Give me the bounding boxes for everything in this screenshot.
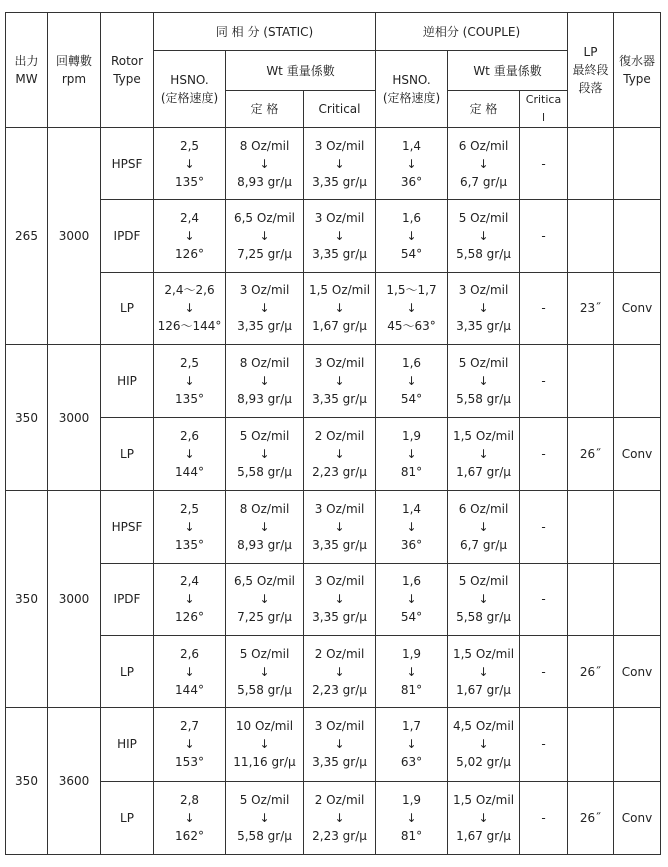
lp-last-stage-cell xyxy=(568,344,614,417)
value-top: 3 Oz/mil xyxy=(314,210,365,225)
condenser-type-cell xyxy=(614,200,661,272)
header-line: (定格速度) xyxy=(160,91,219,105)
table-row xyxy=(6,418,661,491)
rotor-type-cell: IPDF xyxy=(101,200,154,272)
couple-rated-cell xyxy=(448,418,520,491)
down-arrow-icon: ↓ xyxy=(334,228,345,243)
value-top: 2,4 xyxy=(179,210,200,225)
value-bottom: 2,23 gr/μ xyxy=(312,682,367,697)
value-bottom: 144° xyxy=(175,465,204,480)
value-top: 8 Oz/mil xyxy=(239,355,290,370)
static-rated-cell xyxy=(226,636,304,708)
down-arrow-icon: ↓ xyxy=(478,737,489,752)
value-bottom: 63° xyxy=(400,755,423,770)
value-bottom: 3,35 gr/μ xyxy=(456,319,511,334)
value-top: 2,8 xyxy=(179,792,200,807)
static-hsno-cell xyxy=(154,491,226,563)
condenser-type-cell: Conv xyxy=(614,272,661,344)
value-top: 3 Oz/mil xyxy=(314,574,365,589)
value-bottom: 5,58 gr/μ xyxy=(456,246,511,261)
value-top: 3 Oz/mil xyxy=(458,283,509,298)
down-arrow-icon: ↓ xyxy=(478,520,489,535)
couple-hsno-cell xyxy=(376,418,448,491)
header-line: rpm xyxy=(61,72,87,86)
value-top: 1,7 xyxy=(401,719,422,734)
rotor-type-cell: HIP xyxy=(101,344,154,417)
value-top: 2,5 xyxy=(179,138,200,153)
static-critical-cell xyxy=(304,491,376,563)
couple-hsno-cell xyxy=(376,272,448,344)
down-arrow-icon: ↓ xyxy=(184,156,195,171)
couple-hsno-cell xyxy=(376,563,448,635)
down-arrow-icon: ↓ xyxy=(259,156,270,171)
static-rated-cell xyxy=(226,200,304,272)
value-top: 4,5 Oz/mil xyxy=(452,719,515,734)
value-top: 5 Oz/mil xyxy=(239,646,290,661)
condenser-type-cell xyxy=(614,563,661,635)
down-arrow-icon: ↓ xyxy=(334,301,345,316)
speed-rpm-cell: 3000 xyxy=(48,344,101,491)
output-mw-cell: 350 xyxy=(6,708,48,855)
down-arrow-icon: ↓ xyxy=(406,301,417,316)
down-arrow-icon: ↓ xyxy=(334,737,345,752)
down-arrow-icon: ↓ xyxy=(478,156,489,171)
couple-critical-cell: - xyxy=(520,636,568,708)
down-arrow-icon: ↓ xyxy=(259,373,270,388)
couple-hsno-cell xyxy=(376,128,448,200)
couple-rated-cell xyxy=(448,200,520,272)
value-top: 5 Oz/mil xyxy=(458,210,509,225)
couple-critical-cell: - xyxy=(520,491,568,563)
table-row xyxy=(6,272,661,344)
value-top: 6,5 Oz/mil xyxy=(233,574,296,589)
value-bottom: 81° xyxy=(400,682,423,697)
rotor-type-cell: HPSF xyxy=(101,491,154,563)
lp-last-stage-cell xyxy=(568,708,614,781)
down-arrow-icon: ↓ xyxy=(334,810,345,825)
value-top: 1,4 xyxy=(401,502,422,517)
value-top: 2 Oz/mil xyxy=(314,646,365,661)
couple-rated-cell xyxy=(448,563,520,635)
value-bottom: 5,02 gr/μ xyxy=(456,755,511,770)
static-hsno-cell xyxy=(154,781,226,854)
condenser-type-cell xyxy=(614,344,661,417)
value-top: 3 Oz/mil xyxy=(239,283,290,298)
couple-critical-cell: - xyxy=(520,200,568,272)
static-hsno-cell xyxy=(154,563,226,635)
header-static-hsno xyxy=(154,51,226,128)
condenser-type-cell xyxy=(614,128,661,200)
speed-rpm-cell: 3000 xyxy=(48,128,101,345)
value-bottom: 3,35 gr/μ xyxy=(312,391,367,406)
static-critical-cell xyxy=(304,418,376,491)
table-row xyxy=(6,200,661,272)
down-arrow-icon: ↓ xyxy=(478,228,489,243)
header-lp-last-stage xyxy=(568,13,614,128)
static-critical-cell xyxy=(304,708,376,781)
header-line: 回轉數 xyxy=(55,54,92,68)
header-condenser-type xyxy=(614,13,661,128)
header-couple-hsno xyxy=(376,51,448,128)
value-top: 1,5 Oz/mil xyxy=(452,646,515,661)
down-arrow-icon: ↓ xyxy=(259,447,270,462)
couple-rated-cell xyxy=(448,491,520,563)
down-arrow-icon: ↓ xyxy=(184,447,195,462)
header-static-critical: Critical xyxy=(304,91,376,128)
value-top: 3 Oz/mil xyxy=(314,719,365,734)
couple-critical-cell: - xyxy=(520,128,568,200)
value-bottom: 7,25 gr/μ xyxy=(237,246,292,261)
value-bottom: 2,23 gr/μ xyxy=(312,828,367,843)
value-top: 1,4 xyxy=(401,138,422,153)
header-line: Type xyxy=(623,72,651,86)
value-top: 1,5～1,7 xyxy=(386,283,437,298)
header-couple-wt-factor: Wt 重量係數 xyxy=(448,51,568,91)
header-static: 同 相 分 (STATIC) xyxy=(154,13,376,51)
value-bottom: 3,35 gr/μ xyxy=(312,610,367,625)
static-rated-cell xyxy=(226,418,304,491)
lp-last-stage-cell xyxy=(568,563,614,635)
value-top: 6 Oz/mil xyxy=(458,138,509,153)
down-arrow-icon: ↓ xyxy=(184,301,195,316)
value-bottom: 11,16 gr/μ xyxy=(233,755,296,770)
header-line: MW xyxy=(15,72,38,86)
down-arrow-icon: ↓ xyxy=(478,373,489,388)
value-bottom: 126° xyxy=(175,246,204,261)
down-arrow-icon: ↓ xyxy=(184,520,195,535)
couple-hsno-cell xyxy=(376,708,448,781)
value-top: 2,5 xyxy=(179,355,200,370)
rotor-type-cell: LP xyxy=(101,636,154,708)
speed-rpm-cell: 3000 xyxy=(48,491,101,708)
condenser-type-cell xyxy=(614,708,661,781)
value-top: 1,5 Oz/mil xyxy=(452,792,515,807)
couple-rated-cell xyxy=(448,128,520,200)
value-bottom: 8,93 gr/μ xyxy=(237,174,292,189)
value-bottom: 3,35 gr/μ xyxy=(312,174,367,189)
static-hsno-cell xyxy=(154,272,226,344)
balance-weight-table xyxy=(5,12,661,855)
header-line: 復水器 xyxy=(619,54,656,68)
value-top: 3 Oz/mil xyxy=(314,502,365,517)
down-arrow-icon: ↓ xyxy=(478,664,489,679)
couple-critical-cell: - xyxy=(520,708,568,781)
lp-last-stage-cell xyxy=(568,491,614,563)
value-bottom: 54° xyxy=(400,391,423,406)
table-row xyxy=(6,708,661,781)
value-top: 5 Oz/mil xyxy=(239,792,290,807)
header-speed-rpm xyxy=(48,13,101,128)
header-line: Rotor xyxy=(110,54,144,68)
output-mw-cell: 265 xyxy=(6,128,48,345)
couple-hsno-cell xyxy=(376,781,448,854)
value-bottom: 3,35 gr/μ xyxy=(312,538,367,553)
header-rotor-type xyxy=(101,13,154,128)
header-static-rated: 定 格 xyxy=(226,91,304,128)
value-bottom: 2,23 gr/μ xyxy=(312,465,367,480)
rotor-type-cell: IPDF xyxy=(101,563,154,635)
static-hsno-cell xyxy=(154,418,226,491)
value-bottom: 144° xyxy=(175,682,204,697)
output-mw-cell: 350 xyxy=(6,491,48,708)
value-bottom: 1,67 gr/μ xyxy=(456,465,511,480)
down-arrow-icon: ↓ xyxy=(406,228,417,243)
value-top: 2,7 xyxy=(179,719,200,734)
down-arrow-icon: ↓ xyxy=(259,737,270,752)
rotor-type-cell: LP xyxy=(101,418,154,491)
static-rated-cell xyxy=(226,781,304,854)
header-output-mw xyxy=(6,13,48,128)
value-bottom: 8,93 gr/μ xyxy=(237,391,292,406)
couple-rated-cell xyxy=(448,272,520,344)
down-arrow-icon: ↓ xyxy=(259,520,270,535)
couple-critical-cell: - xyxy=(520,418,568,491)
header-line: HSNO. xyxy=(392,73,431,87)
static-hsno-cell xyxy=(154,128,226,200)
value-bottom: 7,25 gr/μ xyxy=(237,610,292,625)
header-line: 出力 xyxy=(14,54,39,68)
down-arrow-icon: ↓ xyxy=(184,664,195,679)
down-arrow-icon: ↓ xyxy=(259,301,270,316)
condenser-type-cell: Conv xyxy=(614,636,661,708)
couple-rated-cell xyxy=(448,781,520,854)
value-top: 2,4 xyxy=(179,574,200,589)
value-bottom: 36° xyxy=(400,174,423,189)
value-top: 5 Oz/mil xyxy=(458,574,509,589)
static-critical-cell xyxy=(304,344,376,417)
value-bottom: 5,58 gr/μ xyxy=(237,682,292,697)
down-arrow-icon: ↓ xyxy=(334,447,345,462)
speed-rpm-cell: 3600 xyxy=(48,708,101,855)
down-arrow-icon: ↓ xyxy=(406,810,417,825)
header-line: HSNO. xyxy=(170,73,209,87)
value-top: 1,9 xyxy=(401,646,422,661)
value-bottom: 3,35 gr/μ xyxy=(312,755,367,770)
value-bottom: 5,58 gr/μ xyxy=(456,610,511,625)
value-top: 8 Oz/mil xyxy=(239,502,290,517)
static-rated-cell xyxy=(226,563,304,635)
down-arrow-icon: ↓ xyxy=(184,810,195,825)
value-top: 1,5 Oz/mil xyxy=(308,283,371,298)
couple-rated-cell xyxy=(448,708,520,781)
static-critical-cell xyxy=(304,200,376,272)
couple-hsno-cell xyxy=(376,200,448,272)
down-arrow-icon: ↓ xyxy=(478,447,489,462)
output-mw-cell: 350 xyxy=(6,344,48,491)
value-top: 8 Oz/mil xyxy=(239,138,290,153)
lp-last-stage-cell xyxy=(568,200,614,272)
rotor-type-cell: HIP xyxy=(101,708,154,781)
header-line: Critica xyxy=(525,93,562,106)
value-bottom: 3,35 gr/μ xyxy=(237,319,292,334)
value-bottom: 153° xyxy=(175,755,204,770)
lp-last-stage-cell: 26˝ xyxy=(568,418,614,491)
down-arrow-icon: ↓ xyxy=(184,737,195,752)
value-bottom: 6,7 gr/μ xyxy=(459,538,508,553)
header-static-wt-factor: Wt 重量係數 xyxy=(226,51,376,91)
couple-critical-cell: - xyxy=(520,272,568,344)
couple-critical-cell: - xyxy=(520,344,568,417)
lp-last-stage-cell: 23˝ xyxy=(568,272,614,344)
value-top: 1,6 xyxy=(401,574,422,589)
lp-last-stage-cell: 26˝ xyxy=(568,636,614,708)
down-arrow-icon: ↓ xyxy=(406,156,417,171)
value-top: 1,5 Oz/mil xyxy=(452,429,515,444)
static-hsno-cell xyxy=(154,200,226,272)
value-bottom: 126～144° xyxy=(157,319,222,334)
value-top: 2 Oz/mil xyxy=(314,792,365,807)
rotor-type-cell: LP xyxy=(101,781,154,854)
table-row xyxy=(6,128,661,200)
value-top: 1,9 xyxy=(401,429,422,444)
value-top: 6 Oz/mil xyxy=(458,502,509,517)
down-arrow-icon: ↓ xyxy=(406,664,417,679)
table-row xyxy=(6,344,661,417)
lp-last-stage-cell: 26˝ xyxy=(568,781,614,854)
static-critical-cell xyxy=(304,128,376,200)
value-top: 1,6 xyxy=(401,355,422,370)
static-critical-cell xyxy=(304,636,376,708)
value-bottom: 5,58 gr/μ xyxy=(237,828,292,843)
couple-critical-cell: - xyxy=(520,563,568,635)
condenser-type-cell: Conv xyxy=(614,781,661,854)
down-arrow-icon: ↓ xyxy=(478,301,489,316)
down-arrow-icon: ↓ xyxy=(184,592,195,607)
couple-rated-cell xyxy=(448,344,520,417)
static-critical-cell xyxy=(304,272,376,344)
value-top: 3 Oz/mil xyxy=(314,138,365,153)
down-arrow-icon: ↓ xyxy=(406,373,417,388)
down-arrow-icon: ↓ xyxy=(334,520,345,535)
header-line: 最終段 xyxy=(572,63,609,77)
down-arrow-icon: ↓ xyxy=(406,520,417,535)
rotor-type-cell: HPSF xyxy=(101,128,154,200)
down-arrow-icon: ↓ xyxy=(406,592,417,607)
value-bottom: 81° xyxy=(400,465,423,480)
value-top: 1,6 xyxy=(401,210,422,225)
down-arrow-icon: ↓ xyxy=(334,664,345,679)
down-arrow-icon: ↓ xyxy=(334,156,345,171)
header-line: 段落 xyxy=(578,81,603,95)
header-couple-critical xyxy=(520,91,568,128)
value-bottom: 45～63° xyxy=(387,319,436,334)
header-couple-rated: 定 格 xyxy=(448,91,520,128)
couple-critical-cell: - xyxy=(520,781,568,854)
condenser-type-cell xyxy=(614,491,661,563)
value-bottom: 6,7 gr/μ xyxy=(459,174,508,189)
value-bottom: 3,35 gr/μ xyxy=(312,246,367,261)
rotor-type-cell: LP xyxy=(101,272,154,344)
static-rated-cell xyxy=(226,128,304,200)
static-critical-cell xyxy=(304,781,376,854)
static-rated-cell xyxy=(226,708,304,781)
down-arrow-icon: ↓ xyxy=(478,810,489,825)
value-bottom: 135° xyxy=(175,174,204,189)
header-couple: 逆相分 (COUPLE) xyxy=(376,13,568,51)
value-bottom: 135° xyxy=(175,391,204,406)
value-top: 5 Oz/mil xyxy=(458,355,509,370)
value-bottom: 1,67 gr/μ xyxy=(312,319,367,334)
value-bottom: 162° xyxy=(175,828,204,843)
down-arrow-icon: ↓ xyxy=(334,592,345,607)
static-rated-cell xyxy=(226,491,304,563)
table-body xyxy=(6,128,661,855)
table-row xyxy=(6,636,661,708)
value-bottom: 81° xyxy=(400,828,423,843)
value-top: 2,4～2,6 xyxy=(164,283,215,298)
down-arrow-icon: ↓ xyxy=(259,810,270,825)
value-top: 2,6 xyxy=(179,429,200,444)
table-row xyxy=(6,563,661,635)
static-hsno-cell xyxy=(154,708,226,781)
down-arrow-icon: ↓ xyxy=(478,592,489,607)
value-bottom: 1,67 gr/μ xyxy=(456,828,511,843)
value-top: 1,9 xyxy=(401,792,422,807)
header-line: Type xyxy=(113,72,141,86)
down-arrow-icon: ↓ xyxy=(406,737,417,752)
lp-last-stage-cell xyxy=(568,128,614,200)
static-rated-cell xyxy=(226,344,304,417)
value-bottom: 8,93 gr/μ xyxy=(237,538,292,553)
value-bottom: 5,58 gr/μ xyxy=(456,391,511,406)
condenser-type-cell: Conv xyxy=(614,418,661,491)
down-arrow-icon: ↓ xyxy=(259,592,270,607)
down-arrow-icon: ↓ xyxy=(184,228,195,243)
value-bottom: 1,67 gr/μ xyxy=(456,682,511,697)
value-top: 5 Oz/mil xyxy=(239,429,290,444)
down-arrow-icon: ↓ xyxy=(334,373,345,388)
couple-hsno-cell xyxy=(376,491,448,563)
value-bottom: 36° xyxy=(400,538,423,553)
header-line: LP xyxy=(583,45,598,59)
value-top: 2 Oz/mil xyxy=(314,429,365,444)
down-arrow-icon: ↓ xyxy=(259,228,270,243)
value-bottom: 135° xyxy=(175,538,204,553)
value-top: 6,5 Oz/mil xyxy=(233,210,296,225)
value-bottom: 126° xyxy=(175,610,204,625)
down-arrow-icon: ↓ xyxy=(184,373,195,388)
down-arrow-icon: ↓ xyxy=(406,447,417,462)
value-bottom: 54° xyxy=(400,610,423,625)
down-arrow-icon: ↓ xyxy=(259,664,270,679)
value-bottom: 5,58 gr/μ xyxy=(237,465,292,480)
value-bottom: 54° xyxy=(400,246,423,261)
header-line: (定格速度) xyxy=(382,91,441,105)
header-line: l xyxy=(541,111,546,124)
table-row xyxy=(6,491,661,563)
static-rated-cell xyxy=(226,272,304,344)
couple-rated-cell xyxy=(448,636,520,708)
value-top: 2,5 xyxy=(179,502,200,517)
couple-hsno-cell xyxy=(376,636,448,708)
couple-hsno-cell xyxy=(376,344,448,417)
static-hsno-cell xyxy=(154,636,226,708)
table-row xyxy=(6,781,661,854)
static-critical-cell xyxy=(304,563,376,635)
value-top: 3 Oz/mil xyxy=(314,355,365,370)
value-top: 10 Oz/mil xyxy=(235,719,294,734)
static-hsno-cell xyxy=(154,344,226,417)
value-top: 2,6 xyxy=(179,646,200,661)
